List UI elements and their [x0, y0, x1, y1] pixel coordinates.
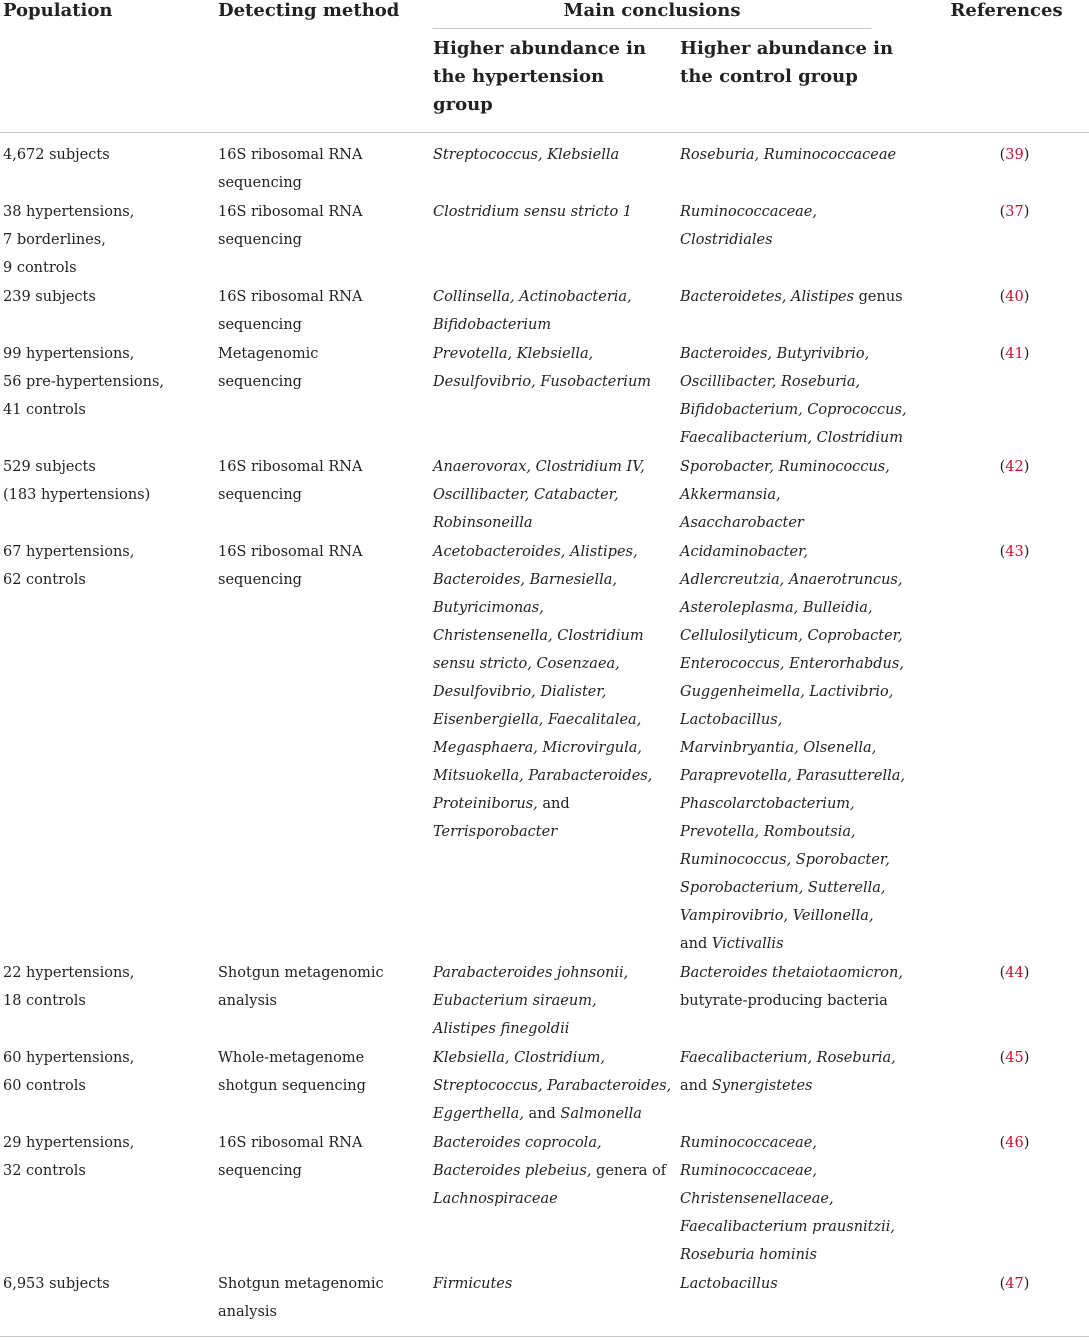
header-detecting-method: Detecting method [218, 0, 400, 21]
citation-link[interactable]: 46 [1005, 1135, 1024, 1151]
control-taxa-cell: Bacteroidetes, Alistipes genus [680, 289, 903, 305]
reference-cell: (40) [999, 289, 1030, 305]
method-cell: 16S ribosomal RNA sequencing [218, 1135, 363, 1179]
citation-link[interactable]: 47 [1005, 1276, 1024, 1292]
population-cell: 60 hypertensions, 60 controls [3, 1050, 135, 1094]
table-row [0, 1044, 1089, 1129]
table-row [0, 340, 1089, 453]
method-cell: 16S ribosomal RNA sequencing [218, 147, 363, 191]
method-cell: 16S ribosomal RNA sequencing [218, 204, 363, 248]
population-cell: 529 subjects (183 hypertensions) [3, 459, 151, 503]
citation-link[interactable]: 44 [1005, 965, 1024, 981]
header-main-conclusions: Main conclusions [563, 0, 741, 21]
population-cell: 22 hypertensions, 18 controls [3, 965, 135, 1009]
population-cell: 239 subjects [3, 289, 96, 305]
table-row [0, 538, 1089, 959]
citation-link[interactable]: 39 [1005, 147, 1024, 163]
method-cell: 16S ribosomal RNA sequencing [218, 459, 363, 503]
table-row [0, 141, 1089, 198]
control-taxa-cell: Ruminococcaceae, Clostridiales [680, 204, 817, 248]
table-row [0, 1270, 1089, 1327]
header-rule [0, 132, 1089, 133]
hypertension-taxa-cell: Bacteroides coprocola, Bacteroides plebeius, genera of Lachnospiraceae [433, 1135, 667, 1207]
reference-cell: (47) [999, 1276, 1030, 1292]
citation-link[interactable]: 41 [1005, 346, 1024, 362]
header-references: References [950, 0, 1063, 21]
reference-cell: (42) [999, 459, 1030, 475]
method-cell: Whole-metagenome shotgun sequencing [218, 1050, 366, 1094]
population-cell: 38 hypertensions, 7 borderlines, 9 controls [3, 204, 135, 276]
control-taxa-cell: Bacteroides thetaiotaomicron, butyrate-producing bacteria [680, 965, 903, 1009]
results-table [0, 141, 1089, 1327]
table-row [0, 283, 1089, 340]
reference-cell: (37) [999, 204, 1030, 220]
method-cell: Metagenomic sequencing [218, 346, 319, 390]
population-cell: 6,953 subjects [3, 1276, 110, 1292]
reference-cell: (43) [999, 544, 1030, 560]
table-row [0, 959, 1089, 1044]
reference-cell: (44) [999, 965, 1030, 981]
population-cell: 4,672 subjects [3, 147, 110, 163]
reference-cell: (46) [999, 1135, 1030, 1151]
header-population: Population [3, 0, 113, 21]
citation-link[interactable]: 37 [1005, 204, 1024, 220]
header-hypertension-group: Higher abundance in the hypertension group [433, 38, 647, 115]
method-cell: Shotgun metagenomic analysis [218, 965, 384, 1009]
citation-link[interactable]: 42 [1005, 459, 1024, 475]
table-row [0, 198, 1089, 283]
hypertension-taxa-cell: Anaerovorax, Clostridium IV, Oscillibacter, Catabacter, Robinsoneilla [433, 459, 645, 531]
population-cell: 67 hypertensions, 62 controls [3, 544, 135, 588]
bottom-rule [0, 1336, 1089, 1337]
hypertension-taxa-cell: Klebsiella, Clostridium, Streptococcus, Parabacteroides, Eggerthella, and Salmonella [433, 1050, 672, 1122]
control-taxa-cell: Ruminococcaceae, Ruminococcaceae, Christensenellaceae, Faecalibacterium prausnitzii, Roseburia hominis [680, 1135, 896, 1263]
hypertension-taxa-cell: Parabacteroides johnsonii, Eubacterium siraeum, Alistipes finegoldii [433, 965, 629, 1037]
citation-link[interactable]: 40 [1005, 289, 1024, 305]
hypertension-taxa-cell: Collinsella, Actinobacteria, Bifidobacterium [433, 289, 632, 333]
header-subrule [433, 28, 871, 29]
method-cell: 16S ribosomal RNA sequencing [218, 289, 363, 333]
citation-link[interactable]: 43 [1005, 544, 1024, 560]
control-taxa-cell: Bacteroides, Butyrivibrio, Oscillibacter, Roseburia, Bifidobacterium, Coprococcus, Faecalibacterium, Clostridium [680, 346, 907, 446]
table-row [0, 453, 1089, 538]
hypertension-taxa-cell: Streptococcus, Klebsiella [433, 147, 620, 163]
method-cell: Shotgun metagenomic analysis [218, 1276, 384, 1320]
reference-cell: (41) [999, 346, 1030, 362]
hypertension-taxa-cell: Clostridium sensu stricto 1 [433, 204, 633, 220]
reference-cell: (45) [999, 1050, 1030, 1066]
control-taxa-cell: Acidaminobacter, Adlercreutzia, Anaerotruncus, Asteroleplasma, Bulleidia, Cellulosilyticum, Coprobacter, Enterococcus, Enterorhabdus, Guggenheimella, Lactivibrio, Lactobacillus, Marvinbryantia, Olsenella, Paraprevotella, Parasutterella, Phascolarctobacterium, Prevotella, Romboutsia, Ruminococcus, Sporobacter, Sporobacterium, Sutterella, Vampirovibrio, Veillonella, and Victivallis [680, 544, 905, 952]
hypertension-taxa-cell: Acetobacteroides, Alistipes, Bacteroides, Barnesiella, Butyricimonas, Christensenella, Clostridium sensu stricto, Cosenzaea, Desulfovibrio, Dialister, Eisenbergiella, Faecalitalea, Megasphaera, Microvirgula, Mitsuokella, Parabacteroides, Proteiniborus, and Terrisporobacter [433, 544, 653, 840]
citation-link[interactable]: 45 [1005, 1050, 1024, 1066]
table-row [0, 1129, 1089, 1270]
method-cell: 16S ribosomal RNA sequencing [218, 544, 363, 588]
control-taxa-cell: Faecalibacterium, Roseburia, and Synergistetes [680, 1050, 896, 1094]
population-cell: 29 hypertensions, 32 controls [3, 1135, 135, 1179]
hypertension-taxa-cell: Prevotella, Klebsiella, Desulfovibrio, Fusobacterium [433, 346, 652, 390]
header-control-group: Higher abundance in the control group [680, 38, 894, 87]
control-taxa-cell: Sporobacter, Ruminococcus, Akkermansia, Asaccharobacter [680, 459, 890, 531]
population-cell: 99 hypertensions, 56 pre-hypertensions, 41 controls [3, 346, 165, 418]
control-taxa-cell: Lactobacillus [680, 1276, 778, 1292]
control-taxa-cell: Roseburia, Ruminococcaceae [680, 147, 897, 163]
reference-cell: (39) [999, 147, 1030, 163]
hypertension-taxa-cell: Firmicutes [433, 1276, 513, 1292]
